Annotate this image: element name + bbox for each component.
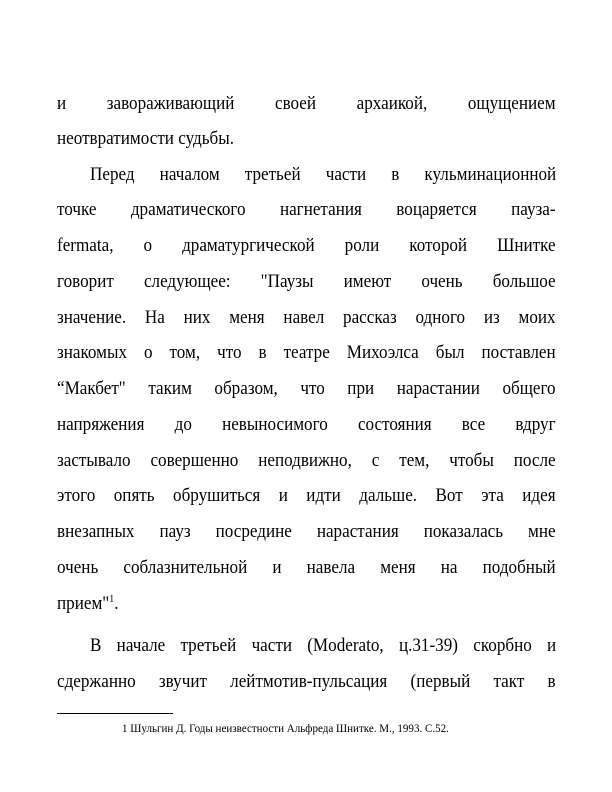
text-line: В начале третьей части (Moderato, ц.31-39) скорбно и [90, 635, 557, 656]
text-line: этого опять обрушиться и идти дальше. Вот эта идея [57, 485, 556, 506]
footnote-ref[interactable]: 1 [109, 593, 115, 605]
text-line: знакомых о том, что в театре Михоэлса был поставлен [57, 342, 556, 363]
text-line-content: прием" [57, 593, 110, 614]
text-line: застывало совершенно неподвижно, с тем, чтобы после [57, 450, 556, 471]
text-line: значение. На них меня навел рассказ одного из моих [57, 307, 556, 328]
text-line: напряжения до невыносимого состояния все вдруг [57, 414, 556, 435]
text-line [57, 592, 556, 616]
text-line: и завораживающий своей архаикой, ощущением [57, 93, 556, 114]
footnote-separator [57, 713, 173, 714]
text-line: внезапных пауз посредине нарастания показалась мне [57, 521, 556, 542]
text-line: говорит следующее: "Паузы имеют очень большое [57, 271, 556, 292]
text-line: fermata, о драматургической роли которой Шнитке [57, 235, 556, 256]
text-line: сдержанно звучит лейтмотив-пульсация (первый такт в [57, 671, 556, 692]
footnote-text: 1 Шульгин Д. Годы неизвестности Альфреда Шнитке. М., 1993. С.52. [122, 721, 449, 735]
text-line: неотвратимости судьбы. [57, 128, 235, 149]
sentence-end: . [114, 593, 119, 614]
text-line: “Макбет" таким образом, что при нарастании общего [57, 378, 556, 399]
text-line: точке драматического нагнетания воцаряется пауза- [57, 199, 556, 220]
text-line: Перед началом третьей части в кульминационной [90, 164, 557, 185]
text-line: очень соблазнительной и навела меня на подобный [57, 557, 556, 578]
